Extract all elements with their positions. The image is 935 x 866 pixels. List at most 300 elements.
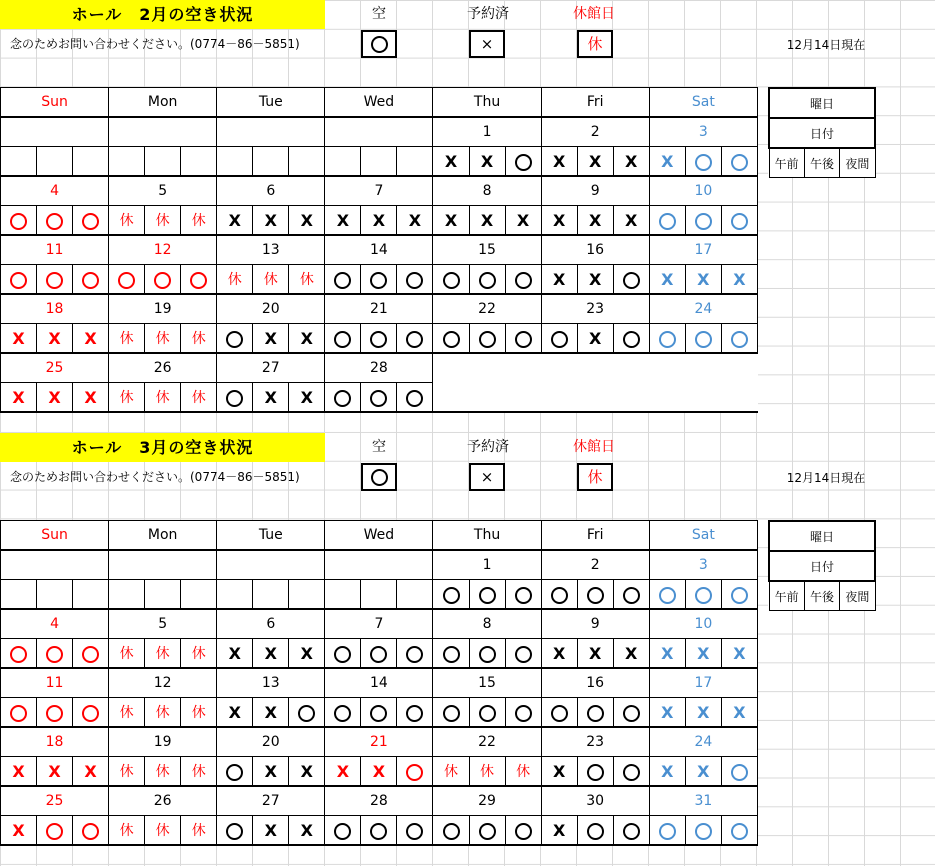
booked-cross-icon: X [48, 328, 61, 348]
vacant-circle-icon [226, 764, 243, 781]
slot-morning-closed[interactable] [109, 639, 145, 669]
vacant-circle-icon [190, 272, 207, 289]
slot-morning-booked[interactable] [217, 639, 253, 669]
day-number: 3 [649, 550, 757, 580]
slot-morning-vacant[interactable] [217, 383, 253, 413]
day-number: 20 [217, 727, 325, 757]
vacant-circle-icon [406, 646, 423, 663]
day-number: 25 [1, 786, 109, 816]
booked-cross-icon: X [444, 210, 458, 230]
slot-afternoon-booked[interactable] [253, 383, 289, 413]
slot-morning-vacant[interactable] [217, 757, 253, 787]
slot-afternoon-vacant[interactable] [361, 816, 397, 846]
day-number: 3 [649, 117, 757, 147]
day-number: 8 [433, 176, 541, 206]
slot-afternoon-vacant[interactable] [685, 580, 721, 610]
slot-night-vacant[interactable] [505, 580, 541, 610]
vacant-circle-icon [82, 272, 99, 289]
slot-afternoon-booked[interactable] [685, 698, 721, 728]
booked-cross-icon: X [661, 761, 674, 781]
empty-slot [361, 147, 397, 177]
slot-afternoon-booked[interactable] [577, 147, 613, 177]
slot-night-booked[interactable] [289, 757, 325, 787]
slot-night-vacant[interactable] [73, 206, 109, 236]
slot-morning-booked[interactable] [541, 816, 577, 846]
slot-afternoon-booked[interactable] [469, 147, 505, 177]
slot-afternoon-booked[interactable] [253, 324, 289, 354]
slot-morning-booked[interactable] [649, 757, 685, 787]
slot-afternoon-booked[interactable] [253, 206, 289, 236]
slot-afternoon-vacant[interactable] [469, 639, 505, 669]
slot-morning-closed[interactable] [217, 265, 253, 295]
empty-slot [181, 147, 217, 177]
vacant-circle-icon [443, 587, 460, 604]
slot-afternoon-booked[interactable] [37, 383, 73, 413]
slot-afternoon-booked[interactable] [685, 265, 721, 295]
slot-afternoon-vacant[interactable] [469, 698, 505, 728]
slot-afternoon-vacant[interactable] [577, 757, 613, 787]
day-number: 4 [1, 609, 109, 639]
vacant-circle-icon [623, 705, 640, 722]
booked-cross-icon: X [625, 210, 638, 230]
slot-morning-vacant[interactable] [433, 580, 469, 610]
closed-mark: 休 [119, 646, 134, 662]
slot-afternoon-vacant[interactable] [577, 580, 613, 610]
empty-slot [217, 147, 253, 177]
slot-night-booked[interactable] [289, 383, 325, 413]
slot-afternoon-closed[interactable] [253, 265, 289, 295]
slot-morning-booked[interactable] [217, 698, 253, 728]
slot-morning-booked[interactable] [325, 206, 361, 236]
vacant-circle-icon [226, 823, 243, 840]
empty-day [217, 117, 325, 147]
side-day-label: 曜日 [769, 521, 875, 551]
slot-night-vacant[interactable] [73, 698, 109, 728]
booked-cross-icon: X [697, 269, 710, 289]
weekday-header-fri: Fri [541, 521, 649, 551]
booked-cross-icon: X [228, 643, 241, 663]
slot-afternoon-booked[interactable] [37, 757, 73, 787]
slot-morning-vacant[interactable] [433, 816, 469, 846]
closed-mark: 休 [155, 646, 170, 662]
slot-afternoon-vacant[interactable] [577, 816, 613, 846]
day-number: 20 [217, 294, 325, 324]
vacant-circle-icon [226, 331, 243, 348]
slot-night-closed[interactable] [181, 206, 217, 236]
booked-cross-icon: X [372, 210, 386, 230]
vacant-circle-icon [515, 823, 532, 840]
vacant-circle-icon [10, 705, 27, 722]
empty-slot [253, 580, 289, 610]
day-number: 10 [649, 609, 757, 639]
day-number: 8 [433, 609, 541, 639]
slot-morning-vacant[interactable] [325, 324, 361, 354]
booked-cross-icon: X [588, 328, 602, 348]
slot-night-booked[interactable] [73, 383, 109, 413]
slot-afternoon-vacant[interactable] [685, 147, 721, 177]
slot-afternoon-vacant[interactable] [361, 639, 397, 669]
slot-night-closed[interactable] [181, 383, 217, 413]
vacant-circle-icon [334, 390, 351, 407]
slot-morning-vacant[interactable] [109, 265, 145, 295]
closed-mark: 休 [191, 646, 206, 662]
slot-night-vacant[interactable] [721, 757, 757, 787]
vacant-circle-icon [551, 587, 568, 604]
legend-booked-box: × [469, 30, 505, 58]
slot-night-vacant[interactable] [73, 265, 109, 295]
slot-morning-closed[interactable] [109, 206, 145, 236]
day-number: 18 [1, 294, 109, 324]
slot-afternoon-vacant[interactable] [361, 324, 397, 354]
closed-mark: 休 [299, 272, 314, 288]
day-number: 4 [1, 176, 109, 206]
slot-morning-closed[interactable] [109, 757, 145, 787]
slot-afternoon-vacant[interactable] [577, 698, 613, 728]
slot-morning-vacant[interactable] [541, 580, 577, 610]
slot-morning-booked[interactable] [433, 147, 469, 177]
booked-cross-icon: X [300, 210, 313, 230]
slot-morning-booked[interactable] [649, 698, 685, 728]
booked-cross-icon: X [228, 210, 241, 230]
slot-night-booked[interactable] [73, 757, 109, 787]
slot-afternoon-booked[interactable] [253, 698, 289, 728]
vacant-circle-icon [479, 587, 496, 604]
slot-afternoon-vacant[interactable] [361, 383, 397, 413]
side-slot-afternoon: 午後 [804, 581, 839, 611]
slot-morning-vacant[interactable] [1, 206, 37, 236]
slot-night-booked[interactable] [289, 324, 325, 354]
slot-night-vacant[interactable] [289, 698, 325, 728]
slot-morning-closed[interactable] [109, 816, 145, 846]
slot-morning-vacant[interactable] [325, 265, 361, 295]
vacant-circle-icon [587, 764, 604, 781]
day-number: 21 [325, 727, 433, 757]
slot-morning-vacant[interactable] [325, 698, 361, 728]
slot-night-closed[interactable] [181, 324, 217, 354]
vacant-circle-icon [551, 331, 568, 348]
vacant-circle-icon [46, 213, 63, 230]
booked-cross-icon: X [300, 820, 313, 840]
slot-morning-vacant[interactable] [649, 816, 685, 846]
slot-night-vacant[interactable] [505, 816, 541, 846]
slot-morning-vacant[interactable] [433, 698, 469, 728]
vacant-circle-icon [731, 823, 748, 840]
slot-afternoon-closed[interactable] [145, 383, 181, 413]
day-number: 11 [1, 668, 109, 698]
booked-cross-icon: X [408, 210, 422, 230]
slot-afternoon-closed[interactable] [145, 816, 181, 846]
slot-night-vacant[interactable] [613, 324, 649, 354]
empty-slot [37, 580, 73, 610]
closed-mark: 休 [119, 331, 134, 347]
as-of-date: 12月14日現在 [786, 471, 866, 485]
slot-night-closed[interactable] [289, 265, 325, 295]
slot-night-vacant[interactable] [613, 816, 649, 846]
slot-night-vacant[interactable] [505, 324, 541, 354]
slot-night-vacant[interactable] [397, 698, 433, 728]
slot-morning-booked[interactable] [433, 206, 469, 236]
slot-afternoon-vacant[interactable] [469, 580, 505, 610]
booked-cross-icon: X [444, 151, 458, 171]
slot-morning-vacant[interactable] [433, 265, 469, 295]
slot-night-vacant[interactable] [613, 698, 649, 728]
slot-afternoon-vacant[interactable] [361, 698, 397, 728]
slot-morning-booked[interactable] [649, 639, 685, 669]
slot-night-vacant[interactable] [613, 580, 649, 610]
legend-vacant-box [361, 30, 397, 58]
weekday-header-sun: Sun [1, 521, 109, 551]
day-number: 12 [109, 668, 217, 698]
slot-night-vacant[interactable] [505, 265, 541, 295]
slot-morning-vacant[interactable] [433, 324, 469, 354]
slot-morning-vacant[interactable] [541, 324, 577, 354]
legend-vacant-label: 空 [372, 6, 386, 22]
closed-mark: 休 [191, 705, 206, 721]
booked-cross-icon: X [84, 387, 97, 407]
slot-night-vacant[interactable] [397, 265, 433, 295]
slot-morning-booked[interactable] [541, 639, 577, 669]
slot-night-vacant[interactable] [613, 757, 649, 787]
empty-slot [685, 383, 721, 413]
slot-morning-closed[interactable] [109, 324, 145, 354]
slot-morning-booked[interactable] [541, 147, 577, 177]
slot-morning-closed[interactable] [109, 698, 145, 728]
slot-night-booked[interactable] [73, 324, 109, 354]
slot-morning-closed[interactable] [109, 383, 145, 413]
slot-afternoon-booked[interactable] [577, 324, 613, 354]
empty-day [109, 117, 217, 147]
weekday-header-tue: Tue [217, 88, 325, 118]
slot-afternoon-booked[interactable] [577, 265, 613, 295]
slot-afternoon-vacant[interactable] [37, 265, 73, 295]
closed-mark: 休 [119, 764, 134, 780]
slot-morning-booked[interactable] [217, 206, 253, 236]
day-number: 9 [541, 609, 649, 639]
slot-night-booked[interactable] [505, 206, 541, 236]
day-number: 19 [109, 727, 217, 757]
slot-afternoon-vacant[interactable] [361, 265, 397, 295]
slot-afternoon-closed[interactable] [145, 698, 181, 728]
booked-cross-icon: X [228, 702, 241, 722]
slot-morning-booked[interactable] [1, 816, 37, 846]
vacant-circle-icon [623, 331, 640, 348]
vacant-circle-icon [406, 705, 423, 722]
slot-afternoon-booked[interactable] [253, 757, 289, 787]
booked-cross-icon: X [12, 328, 25, 348]
slot-afternoon-booked[interactable] [37, 324, 73, 354]
day-number: 26 [109, 353, 217, 383]
empty-slot [1, 147, 37, 177]
slot-afternoon-booked[interactable] [253, 816, 289, 846]
slot-night-vacant[interactable] [397, 757, 433, 787]
weekday-header-sun: Sun [1, 88, 109, 118]
day-number: 17 [649, 235, 757, 265]
slot-morning-booked[interactable] [541, 757, 577, 787]
slot-night-closed[interactable] [505, 757, 541, 787]
booked-cross-icon: X [661, 151, 674, 171]
closed-mark: 休 [444, 764, 458, 780]
day-number: 26 [109, 786, 217, 816]
slot-afternoon-closed[interactable] [145, 757, 181, 787]
slot-night-booked[interactable] [289, 206, 325, 236]
day-number: 5 [109, 609, 217, 639]
slot-afternoon-vacant[interactable] [469, 816, 505, 846]
empty-slot [361, 580, 397, 610]
empty-day [541, 353, 649, 383]
slot-morning-vacant[interactable] [325, 383, 361, 413]
slot-morning-vacant[interactable] [325, 639, 361, 669]
slot-night-booked[interactable] [721, 639, 757, 669]
slot-afternoon-vacant[interactable] [37, 206, 73, 236]
empty-slot [145, 147, 181, 177]
slot-afternoon-vacant[interactable] [685, 206, 721, 236]
slot-afternoon-closed[interactable] [145, 206, 181, 236]
booked-cross-icon: X [697, 702, 710, 722]
weekday-header-thu: Thu [433, 88, 541, 118]
slot-night-vacant[interactable] [73, 639, 109, 669]
slot-afternoon-booked[interactable] [685, 639, 721, 669]
slot-night-vacant[interactable] [181, 265, 217, 295]
legend-closed-box: 休 [577, 30, 613, 58]
vacant-circle-icon [334, 272, 351, 289]
slot-afternoon-vacant[interactable] [145, 265, 181, 295]
slot-afternoon-vacant[interactable] [37, 816, 73, 846]
slot-night-booked[interactable] [613, 147, 649, 177]
empty-slot [289, 147, 325, 177]
closed-mark: 休 [227, 272, 242, 288]
slot-afternoon-vacant[interactable] [685, 324, 721, 354]
slot-afternoon-vacant[interactable] [469, 265, 505, 295]
slot-night-vacant[interactable] [505, 147, 541, 177]
slot-morning-vacant[interactable] [541, 698, 577, 728]
slot-afternoon-vacant[interactable] [37, 698, 73, 728]
slot-night-closed[interactable] [181, 757, 217, 787]
vacant-circle-icon [479, 272, 496, 289]
slot-afternoon-closed[interactable] [469, 757, 505, 787]
slot-night-closed[interactable] [181, 639, 217, 669]
vacant-circle-icon [10, 213, 27, 230]
slot-night-booked[interactable] [721, 265, 757, 295]
vacant-circle-icon [226, 390, 243, 407]
day-number: 22 [433, 294, 541, 324]
booked-cross-icon: X [336, 210, 350, 230]
calendar-grid [0, 520, 758, 846]
slot-morning-booked[interactable] [649, 147, 685, 177]
slot-afternoon-vacant[interactable] [469, 324, 505, 354]
slot-afternoon-booked[interactable] [361, 206, 397, 236]
empty-slot [145, 580, 181, 610]
slot-morning-booked[interactable] [1, 383, 37, 413]
booked-cross-icon: X [661, 702, 674, 722]
slot-morning-vacant[interactable] [217, 324, 253, 354]
slot-afternoon-closed[interactable] [145, 639, 181, 669]
booked-cross-icon: X [552, 761, 566, 781]
slot-morning-vacant[interactable] [649, 324, 685, 354]
slot-morning-vacant[interactable] [649, 580, 685, 610]
slot-night-vacant[interactable] [397, 324, 433, 354]
slot-night-booked[interactable] [721, 698, 757, 728]
slot-night-vacant[interactable] [73, 816, 109, 846]
slot-afternoon-booked[interactable] [469, 206, 505, 236]
weekday-header-tue: Tue [217, 521, 325, 551]
slot-night-vacant[interactable] [721, 147, 757, 177]
slot-afternoon-booked[interactable] [361, 757, 397, 787]
day-number: 28 [325, 786, 433, 816]
slot-morning-vacant[interactable] [1, 265, 37, 295]
slot-afternoon-booked[interactable] [577, 206, 613, 236]
weekday-header-mon: Mon [109, 521, 217, 551]
vacant-circle-icon [371, 469, 388, 486]
vacant-circle-icon [695, 587, 712, 604]
vacant-circle-icon [82, 705, 99, 722]
slot-morning-booked[interactable] [541, 206, 577, 236]
slot-night-booked[interactable] [289, 639, 325, 669]
slot-night-vacant[interactable] [397, 816, 433, 846]
empty-slot [1, 580, 37, 610]
slot-morning-vacant[interactable] [1, 639, 37, 669]
booked-cross-icon: X [733, 643, 746, 663]
slot-night-vacant[interactable] [721, 206, 757, 236]
slot-night-vacant[interactable] [721, 324, 757, 354]
empty-day [1, 550, 109, 580]
slot-night-vacant[interactable] [721, 580, 757, 610]
booked-cross-icon: X [552, 820, 566, 840]
slot-night-vacant[interactable] [397, 383, 433, 413]
slot-night-closed[interactable] [181, 816, 217, 846]
booked-cross-icon: X [372, 761, 386, 781]
slot-afternoon-booked[interactable] [685, 757, 721, 787]
weekday-header-mon: Mon [109, 88, 217, 118]
empty-slot [577, 383, 613, 413]
slot-morning-booked[interactable] [649, 265, 685, 295]
slot-afternoon-vacant[interactable] [685, 816, 721, 846]
day-number: 7 [325, 176, 433, 206]
vacant-circle-icon [370, 331, 387, 348]
vacant-circle-icon [515, 705, 532, 722]
slot-night-booked[interactable] [613, 206, 649, 236]
empty-day [217, 550, 325, 580]
slot-morning-vacant[interactable] [433, 639, 469, 669]
slot-morning-vacant[interactable] [217, 816, 253, 846]
slot-night-vacant[interactable] [505, 698, 541, 728]
slot-night-booked[interactable] [613, 639, 649, 669]
slot-morning-booked[interactable] [1, 757, 37, 787]
weekday-header-fri: Fri [541, 88, 649, 118]
slot-morning-vacant[interactable] [649, 206, 685, 236]
slot-night-vacant[interactable] [505, 639, 541, 669]
slot-night-closed[interactable] [181, 698, 217, 728]
slot-afternoon-booked[interactable] [577, 639, 613, 669]
slot-morning-vacant[interactable] [325, 816, 361, 846]
slot-afternoon-vacant[interactable] [37, 639, 73, 669]
slot-morning-booked[interactable] [541, 265, 577, 295]
slot-night-vacant[interactable] [397, 639, 433, 669]
slot-afternoon-booked[interactable] [253, 639, 289, 669]
slot-night-booked[interactable] [397, 206, 433, 236]
slot-morning-closed[interactable] [433, 757, 469, 787]
closed-mark: 休 [191, 331, 206, 347]
slot-afternoon-closed[interactable] [145, 324, 181, 354]
slot-night-vacant[interactable] [613, 265, 649, 295]
slot-morning-booked[interactable] [1, 324, 37, 354]
slot-night-vacant[interactable] [721, 816, 757, 846]
day-number: 1 [433, 550, 541, 580]
slot-night-booked[interactable] [289, 816, 325, 846]
slot-morning-booked[interactable] [325, 757, 361, 787]
vacant-circle-icon [406, 272, 423, 289]
empty-slot [325, 147, 361, 177]
slot-morning-vacant[interactable] [1, 698, 37, 728]
